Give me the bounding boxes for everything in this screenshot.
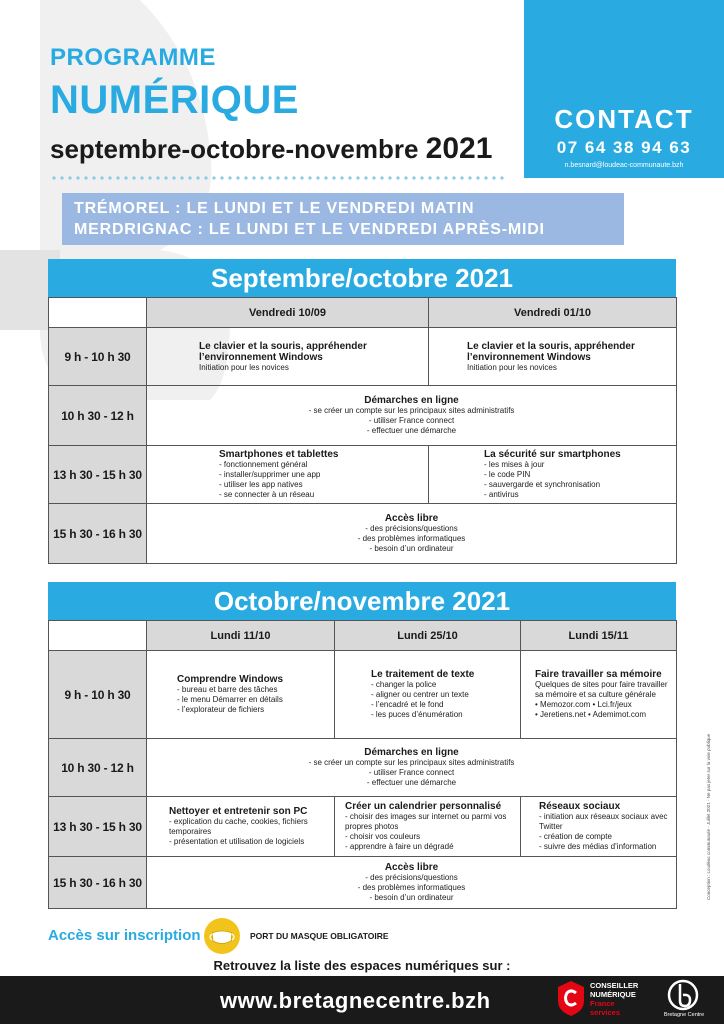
- contact-phone[interactable]: 07 64 38 94 63: [556, 138, 692, 157]
- activity-item: - suivre des médias d’information: [539, 842, 657, 851]
- schedule1-banner: Septembre/octobre 2021: [48, 259, 676, 297]
- activity-title: Le clavier et la souris, appréhender l’environnement Windows: [467, 340, 635, 363]
- program-label: PROGRAMME: [50, 44, 216, 71]
- activity-item: - installer/supprimer une app: [219, 470, 321, 479]
- activity-title: Smartphones et tablettes: [219, 449, 339, 460]
- activity-item: - explication du cache, cookies, fichiers temporaires: [169, 817, 308, 836]
- locations-box: [62, 193, 624, 245]
- day-header: Lundi 15/11: [521, 621, 677, 651]
- schedule1-header-row: [49, 298, 677, 328]
- bretagne-centre-logo-icon: [666, 979, 700, 1011]
- activity-cell-full: [147, 386, 677, 446]
- table-row: [49, 446, 677, 504]
- time-slot: 9 h - 10 h 30: [49, 651, 147, 739]
- activity-title: Faire travailler sa mémoire: [535, 669, 662, 680]
- activity-title: Accès libre: [384, 862, 439, 873]
- activity-title: Le clavier et la souris, appréhender l’environnement Windows: [199, 340, 367, 363]
- activity-cell: [147, 651, 335, 739]
- activity-title: Créer un calendrier personnalisé: [345, 801, 502, 812]
- location-tremorel: TRÉMOREL : LE LUNDI ET LE VENDREDI MATIN: [74, 200, 475, 217]
- activity-item: - changer la police: [371, 680, 437, 689]
- activity-item: - utiliser France connect: [368, 768, 455, 777]
- activity-item: - des précisions/questions: [365, 873, 458, 882]
- activity-item: - besoin d’un ordinateur: [369, 544, 454, 553]
- time-slot: 13 h 30 - 15 h 30: [49, 797, 147, 857]
- retrouvez-text: Retrouvez la liste des espaces numériques sur :: [213, 958, 511, 973]
- activity-cell: [429, 328, 677, 386]
- activity-item: Initiation pour les novices: [199, 362, 289, 372]
- activity-item: • Jeretiens.net • Ademimot.com: [535, 710, 646, 719]
- activity-item: • Memozor.com • Lci.fr/jeux: [535, 700, 632, 709]
- table-row: [49, 328, 677, 386]
- activity-title: Réseaux sociaux: [539, 801, 621, 812]
- mask-notice: PORT DU MASQUE OBLIGATOIRE: [250, 931, 389, 941]
- activity-title: Accès libre: [384, 513, 439, 524]
- side-credit: [706, 700, 716, 900]
- table-row: [49, 857, 677, 909]
- dotted-divider: [50, 176, 508, 180]
- mask-icon: [204, 918, 240, 954]
- schedule2-banner: Octobre/novembre 2021: [48, 582, 676, 620]
- activity-item: - des précisions/questions: [365, 524, 458, 533]
- activity-item: - antivirus: [484, 490, 519, 499]
- activity-item: - des problèmes informatiques: [357, 883, 466, 892]
- activity-item: - les mises à jour: [484, 460, 545, 469]
- activity-title: Démarches en ligne: [364, 395, 459, 406]
- activity-item: - se créer un compte sur les principaux sites administratifs: [308, 758, 515, 767]
- activity-item: - effectuer une démarche: [366, 426, 457, 435]
- activity-item: - choisir vos couleurs: [345, 832, 421, 841]
- activity-item: - le menu Démarrer en détails: [177, 695, 283, 704]
- activity-cell-full: [147, 857, 677, 909]
- activity-item: - l’explorateur de fichiers: [177, 705, 265, 714]
- activity-item: Quelques de sites pour faire travailler: [535, 680, 668, 689]
- corner-cell: [49, 621, 147, 651]
- program-period: [50, 132, 492, 166]
- period-year: 2021: [425, 132, 493, 165]
- schedule1-table: [48, 297, 677, 564]
- activity-cell: [147, 797, 335, 857]
- activity-title: Démarches en ligne: [364, 747, 459, 758]
- contact-title: CONTACT: [554, 104, 694, 134]
- activity-title: Le traitement de texte: [371, 669, 475, 680]
- activity-title: Comprendre Windows: [177, 674, 284, 685]
- bretagne-centre-name: Bretagne Centre: [663, 1012, 705, 1018]
- table-row: [49, 504, 677, 564]
- activity-item: - se créer un compte sur les principaux sites administratifs: [308, 406, 515, 415]
- activity-item: Initiation pour les novices: [467, 362, 557, 372]
- activity-item: - création de compte: [539, 832, 612, 841]
- activity-cell: [335, 797, 521, 857]
- activity-item: - se connecter à un réseau: [219, 490, 315, 499]
- activity-item: - des problèmes informatiques: [357, 534, 466, 543]
- activity-item: - les puces d’énumération: [371, 710, 463, 719]
- activity-title: Nettoyer et entretenir son PC: [169, 806, 308, 817]
- activity-cell-full: [147, 504, 677, 564]
- activity-item: - aligner ou centrer un texte: [371, 690, 469, 699]
- contact-email[interactable]: n.besnard@loudeac-communaute.bzh: [564, 162, 684, 169]
- activity-item: - sauvergarde et synchronisation: [484, 480, 601, 489]
- activity-item: - utiliser France connect: [368, 416, 455, 425]
- table-row: [49, 739, 677, 797]
- activity-cell: [429, 446, 677, 504]
- contact-box: [524, 0, 724, 178]
- day-header: Lundi 25/10: [335, 621, 521, 651]
- time-slot: 15 h 30 - 16 h 30: [49, 504, 147, 564]
- activity-cell: [147, 328, 429, 386]
- activity-cell: [521, 651, 677, 739]
- time-slot: 10 h 30 - 12 h: [49, 386, 147, 446]
- activity-item: - choisir des images sur internet ou parmi vos propres photos: [345, 812, 507, 831]
- day-header: Vendredi 01/10: [429, 298, 677, 328]
- table-row: [49, 386, 677, 446]
- activity-item: - utiliser les app natives: [219, 480, 303, 489]
- activity-item: - présentation et utilisation de logiciels: [169, 837, 305, 846]
- activity-title: La sécurité sur smartphones: [484, 449, 621, 460]
- activity-cell-full: [147, 739, 677, 797]
- table-row: [49, 651, 677, 739]
- conseiller-numerique-logo-icon: [556, 979, 586, 1017]
- time-slot: 15 h 30 - 16 h 30: [49, 857, 147, 909]
- time-slot: 13 h 30 - 15 h 30: [49, 446, 147, 504]
- program-title: NUMÉRIQUE: [50, 78, 299, 122]
- day-header: Lundi 11/10: [147, 621, 335, 651]
- activity-item: - effectuer une démarche: [366, 778, 457, 787]
- corner-cell: [49, 298, 147, 328]
- activity-cell: [147, 446, 429, 504]
- activity-item: - l’encadré et le fond: [371, 700, 444, 709]
- activity-item: - le code PIN: [484, 470, 531, 479]
- activity-item: - fonctionnement général: [219, 460, 308, 469]
- activity-item: - bureau et barre des tâches: [177, 685, 278, 694]
- inscription-note: Accès sur inscription: [48, 927, 201, 944]
- time-slot: 10 h 30 - 12 h: [49, 739, 147, 797]
- activity-item: sa mémoire et sa culture générale: [535, 690, 656, 699]
- website-link[interactable]: www.bretagnecentre.bzh: [220, 988, 491, 1013]
- day-header: Vendredi 10/09: [147, 298, 429, 328]
- credit-text: Conception : Loudéac communauté - Juillet 2021 - Ne pas jeter sur la voie publique: [706, 733, 711, 900]
- period-months: septembre-octobre-novembre: [50, 134, 419, 164]
- activity-cell: [521, 797, 677, 857]
- conseiller-numerique-text: CONSEILLER NUMÉRIQUE France services: [590, 981, 639, 1017]
- activity-item: - apprendre à faire un dégradé: [345, 842, 454, 851]
- schedule2-header-row: [49, 621, 677, 651]
- activity-cell: [335, 651, 521, 739]
- schedule2-table: [48, 620, 677, 909]
- activity-item: - initiation aux réseaux sociaux avec Twitter: [539, 812, 668, 831]
- table-row: [49, 797, 677, 857]
- location-merdrignac: MERDRIGNAC : LE LUNDI ET LE VENDREDI APRÈS-MIDI: [74, 221, 545, 238]
- footer-bar: [0, 976, 724, 1024]
- time-slot: 9 h - 10 h 30: [49, 328, 147, 386]
- activity-item: - besoin d’un ordinateur: [369, 893, 454, 902]
